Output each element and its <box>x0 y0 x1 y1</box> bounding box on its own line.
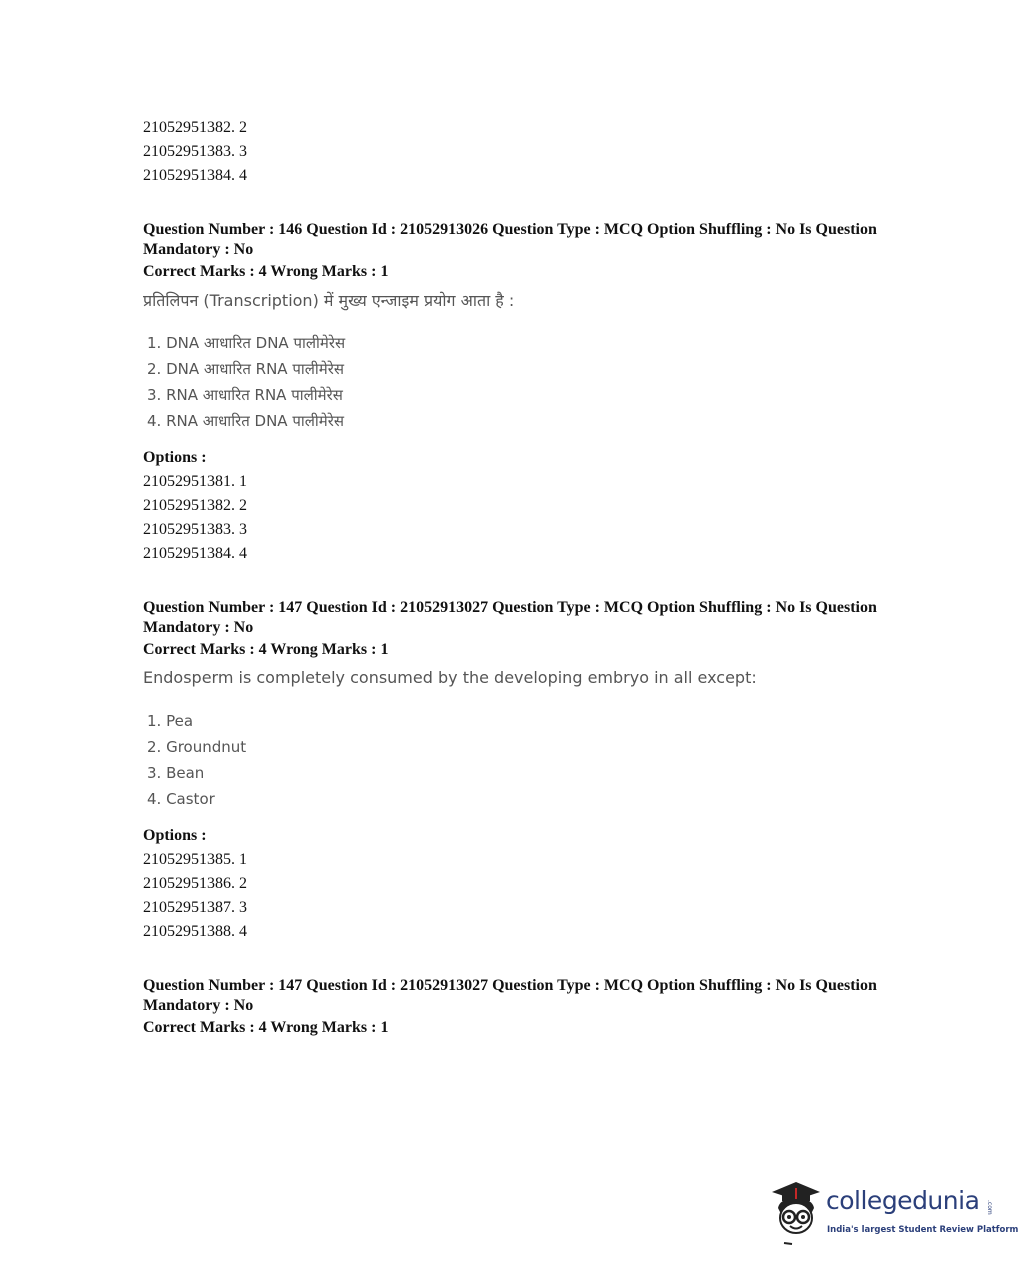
question-marks: Correct Marks : 4 Wrong Marks : 1 <box>143 1019 389 1036</box>
question-header: Question Number : 146 Question Id : 21052913026 Question Type : MCQ Option Shuffling : No Is Question Mandatory : No <box>143 221 877 258</box>
choice-item: 3. Bean <box>147 764 205 782</box>
choice-item: 4. Castor <box>147 790 215 808</box>
option-line: 21052951383. 3 <box>143 521 247 538</box>
choice-item: 4. RNA आधारित DNA पालीमेरेस <box>147 412 345 430</box>
option-line: 21052951384. 4 <box>143 545 247 562</box>
option-line: 21052951387. 3 <box>143 899 247 916</box>
question-header: Question Number : 147 Question Id : 21052913027 Question Type : MCQ Option Shuffling : No Is Question Mandatory : No <box>143 977 877 1014</box>
option-line: 21052951383. 3 <box>143 143 247 160</box>
option-line: 21052951388. 4 <box>143 923 247 940</box>
student-mascot-icon <box>766 1178 826 1248</box>
question-text: Endosperm is completely consumed by the developing embryo in all except: <box>143 668 757 687</box>
question-marks: Correct Marks : 4 Wrong Marks : 1 <box>143 641 389 658</box>
option-line: 21052951386. 2 <box>143 875 247 892</box>
option-line: 21052951385. 1 <box>143 851 247 868</box>
question-header: Question Number : 147 Question Id : 21052913027 Question Type : MCQ Option Shuffling : No Is Question Mandatory : No <box>143 599 877 636</box>
logo-tagline: India's largest Student Review Platform <box>827 1225 1019 1235</box>
option-line: 21052951382. 2 <box>143 119 247 136</box>
choice-item: 1. Pea <box>147 712 194 730</box>
choice-item: 3. RNA आधारित RNA पालीमेरेस <box>147 386 343 404</box>
choice-item: 1. DNA आधारित DNA पालीमेरेस <box>147 334 346 352</box>
choice-item: 2. DNA आधारित RNA पालीमेरेस <box>147 360 345 378</box>
question-text: प्रतिलिपन (Transcription) में मुख्य एन्जाइम प्रयोग आता है : <box>143 291 515 310</box>
logo-wordmark: collegedunia <box>826 1186 980 1215</box>
option-line: 21052951382. 2 <box>143 497 247 514</box>
option-line: 21052951384. 4 <box>143 167 247 184</box>
question-marks: Correct Marks : 4 Wrong Marks : 1 <box>143 263 389 280</box>
option-line: 21052951381. 1 <box>143 473 247 490</box>
choice-item: 2. Groundnut <box>147 738 247 756</box>
options-label: Options : <box>143 449 207 466</box>
options-label: Options : <box>143 827 207 844</box>
logo-domain-suffix: .com <box>986 1200 993 1215</box>
collegedunia-logo[interactable] <box>766 1178 1019 1250</box>
